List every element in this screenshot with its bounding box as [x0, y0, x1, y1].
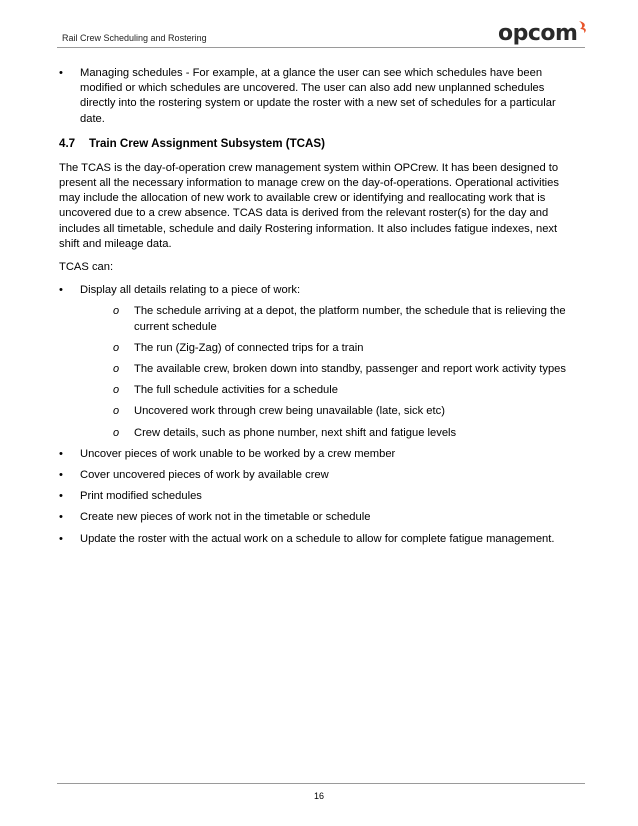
list-item-text: Managing schedules - For example, at a glance the user can see which schedules have been modified or which schedules are uncovered. The user can also add new unplanned schedules directly into the rostering system or update the roster with a new set of schedules for a particular date. [80, 67, 556, 125]
footer-divider [57, 783, 585, 784]
list-item [59, 468, 579, 483]
page-content [59, 66, 579, 553]
list-item-text: Uncover pieces of work unable to be worked by a crew member [80, 447, 396, 460]
list-item [59, 532, 579, 547]
sub-list-item-text: The run (Zig-Zag) of connected trips for a train [134, 341, 364, 354]
sub-list-item-text: The full schedule activities for a schedule [134, 384, 338, 397]
sub-bullet-icon: o [113, 426, 120, 439]
sub-bullet-icon: o [113, 305, 120, 318]
section-number: 4.7 [59, 136, 76, 150]
bullet-icon: • [59, 490, 63, 503]
logo-text: opcom [498, 21, 578, 46]
detail-sub-list [113, 304, 579, 440]
sub-bullet-icon: o [113, 405, 120, 418]
sub-list-item-text: The available crew, broken down into standby, passenger and report work activity types [134, 363, 566, 376]
list-item [59, 447, 579, 462]
list-item-text: Update the roster with the actual work on a schedule to allow for complete fatigue management. [80, 532, 555, 545]
section-intro-paragraph: The TCAS is the day-of-operation crew management system within OPCrew. It has been designed to present all the necessary information to manage crew on the day-of-operations. Operational activities may include the allocation of new work to available crew or identifying and reallocating work that is uncovered due to a crew absence. TCAS data is derived from the relevant roster(s) for the day and includes all timetable, schedule and daily Rostering information. It also includes fatigue indexes, next shift and mileage data. [59, 161, 559, 250]
sub-list-item [113, 404, 579, 419]
header-title: Rail Crew Scheduling and Rostering [62, 33, 207, 43]
sub-bullet-icon: o [113, 341, 120, 354]
sub-bullet-icon: o [113, 363, 120, 376]
tcas-can-label: TCAS can: [59, 261, 114, 274]
sub-list-item-text: Uncovered work through crew being unavailable (late, sick etc) [134, 405, 445, 418]
list-item [59, 283, 579, 298]
list-item-text: Cover uncovered pieces of work by available crew [80, 469, 329, 482]
bullet-icon: • [59, 284, 63, 297]
bullet-icon: • [59, 447, 63, 460]
list-item [59, 489, 579, 504]
sub-list-item [113, 362, 579, 377]
logo-accent-icon [577, 20, 589, 34]
sub-list-item [113, 304, 579, 334]
sub-list-item [113, 426, 579, 441]
header-divider [57, 47, 585, 48]
page-number: 16 [313, 791, 324, 801]
bullet-icon: • [59, 469, 63, 482]
sub-bullet-icon: o [113, 384, 120, 397]
sub-list-item-text: Crew details, such as phone number, next shift and fatigue levels [134, 426, 457, 439]
section-heading [59, 136, 579, 152]
bullet-icon: • [59, 511, 63, 524]
sub-list-item-text: The schedule arriving at a depot, the platform number, the schedule that is relieving the current schedule [134, 305, 566, 333]
list-item-text: Print modified schedules [80, 490, 202, 503]
list-item [59, 66, 579, 127]
list-item-text: Display all details relating to a piece of work: [80, 284, 301, 297]
sub-list-item [113, 383, 579, 398]
list-item-text: Create new pieces of work not in the timetable or schedule [80, 511, 371, 524]
opcom-logo [498, 22, 589, 48]
list-item [59, 510, 579, 525]
section-title: Train Crew Assignment Subsystem (TCAS) [89, 136, 326, 150]
bullet-icon: • [59, 67, 63, 79]
bullet-icon: • [59, 532, 63, 545]
sub-list-item [113, 341, 579, 356]
